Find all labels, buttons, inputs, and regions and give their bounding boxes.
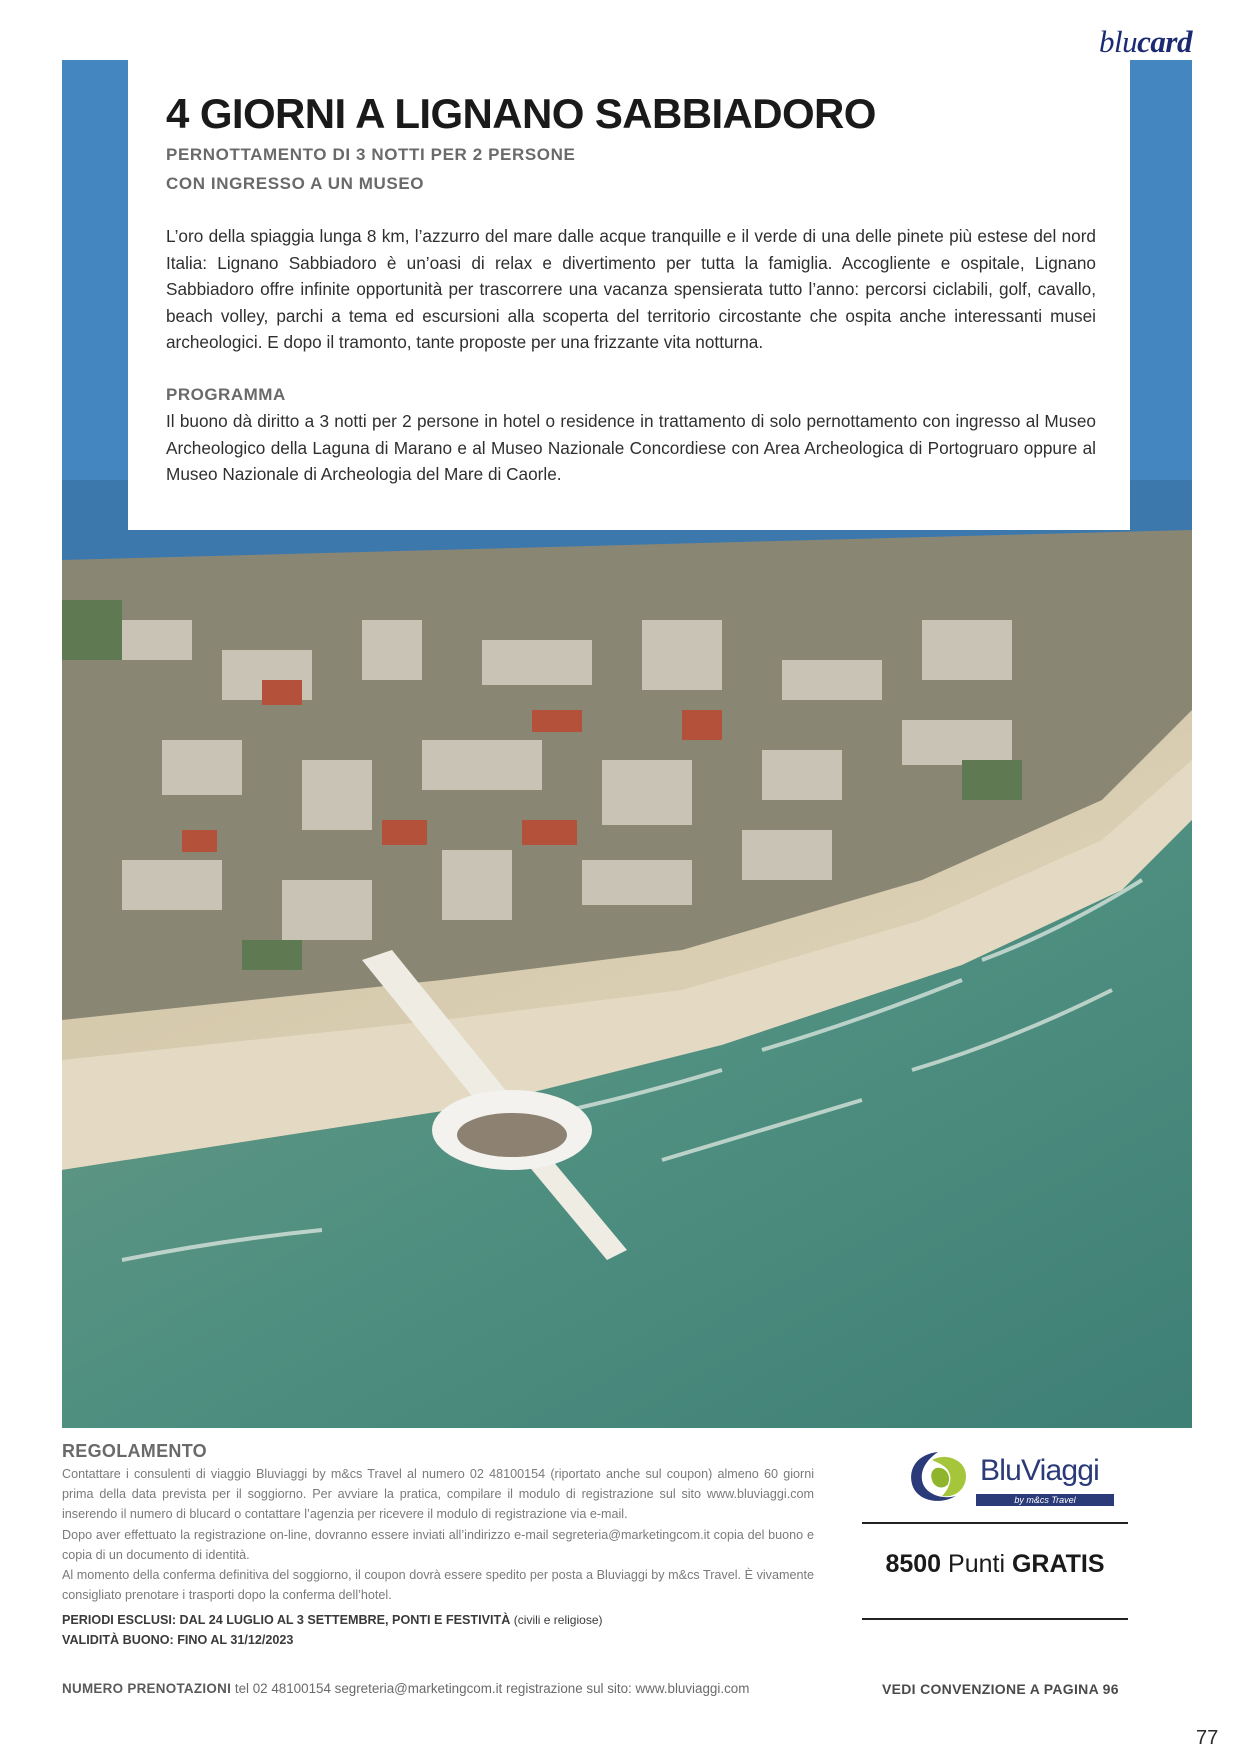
offer-title: 4 GIORNI A LIGNANO SABBIADORO	[166, 90, 876, 137]
program-paragraph: Il buono dà diritto a 3 notti per 2 persone in hotel o residence in trattamento di solo pernottamento con ingresso al Museo Archeologico della Laguna di Marano e al Museo Nazionale Concordiese con Area Archeologica di Portogruaro oppure al Museo Nazionale di Archeologia del Mare di Caorle.	[166, 411, 1096, 484]
booking-contact: tel 02 48100154 segreteria@marketingcom.it registrazione sul sito: www.bluviaggi.com	[234, 1681, 750, 1696]
regolamento-text	[62, 1464, 814, 1605]
regolamento-para-1: Contattare i consulenti di viaggio Bluviaggi by m&cs Travel al numero 02 48100154 (riportato anche sul coupon) almeno 60 giorni prima della data prevista per il soggiorno. Per avviare la pratica, compilare il modulo di registrazione sul sito www.bluviaggi.com inserendo il numero di blucard o contattare l’agenzia per ricevere il modulo di registrazione via e-mail.	[62, 1467, 814, 1522]
points-offer	[862, 1550, 1128, 1579]
offer-card	[128, 60, 1130, 530]
bluviaggi-logo	[902, 1446, 1124, 1510]
convention-reference: VEDI CONVENZIONE A PAGINA 96	[882, 1681, 1119, 1697]
points-unit: Punti	[948, 1550, 1005, 1578]
page-number: 77	[1196, 1727, 1219, 1749]
logo-name: BluViaggi	[980, 1454, 1100, 1487]
regolamento-para-2: Dopo aver effettuato la registrazione on-line, dovranno essere inviati all’indirizzo e-mail segreteria@marketingcom.it copia del buono e copia di un documento di identità.	[62, 1527, 814, 1562]
brand-part2: card	[1137, 24, 1192, 59]
points-free: GRATIS	[1011, 1550, 1105, 1578]
logo-sub: by m&cs Travel	[976, 1494, 1114, 1506]
offer-subtitle	[166, 140, 575, 198]
excluded-note: (civili e religiose)	[513, 1613, 603, 1627]
regolamento-para-3: Al momento della conferma definitiva del soggiorno, il coupon dovrà essere spedito per posta a Bluviaggi by m&cs Travel. È vivamente consigliato prenotare i trasporti dopo la conferma dell’hotel.	[62, 1568, 814, 1603]
exclusions-block	[62, 1610, 602, 1650]
divider-bottom	[862, 1618, 1128, 1620]
brand-part1: blu	[1099, 24, 1138, 59]
blucard-brand	[1099, 24, 1192, 60]
divider-top	[862, 1522, 1128, 1524]
subtitle-line-2: CON INGRESSO A UN MUSEO	[166, 174, 425, 193]
regolamento-heading: REGOLAMENTO	[62, 1441, 207, 1461]
program-heading: PROGRAMMA	[166, 385, 286, 404]
points-value: 8500	[885, 1550, 942, 1578]
excluded-periods: PERIODI ESCLUSI: DAL 24 LUGLIO AL 3 SETTEMBRE, PONTI E FESTIVITÀ	[62, 1613, 511, 1627]
intro-paragraph: L’oro della spiaggia lunga 8 km, l’azzurro del mare dalle acque tranquille e il verde di una delle pinete più estese del nord Italia: Lignano Sabbiadoro è un’oasi di relax e divertimento per tutta la famiglia. Accogliente e ospitale, Lignano Sabbiadoro offre infinite opportunità per trascorrere una vacanza spensierata tutto l’anno: percorsi ciclabili, golf, cavallo, beach volley, parchi a tema ed escursioni alla scoperta del territorio circostante che ospita anche interessanti musei archeologici. E dopo il tramonto, tante proposte per una frizzante vita notturna.	[166, 226, 1096, 352]
booking-footer	[62, 1681, 749, 1696]
voucher-validity: VALIDITÀ BUONO: FINO AL 31/12/2023	[62, 1633, 294, 1647]
globe-icon	[902, 1446, 974, 1508]
subtitle-line-1: PERNOTTAMENTO DI 3 NOTTI PER 2 PERSONE	[166, 145, 576, 164]
booking-label: NUMERO PRENOTAZIONI	[62, 1681, 232, 1696]
